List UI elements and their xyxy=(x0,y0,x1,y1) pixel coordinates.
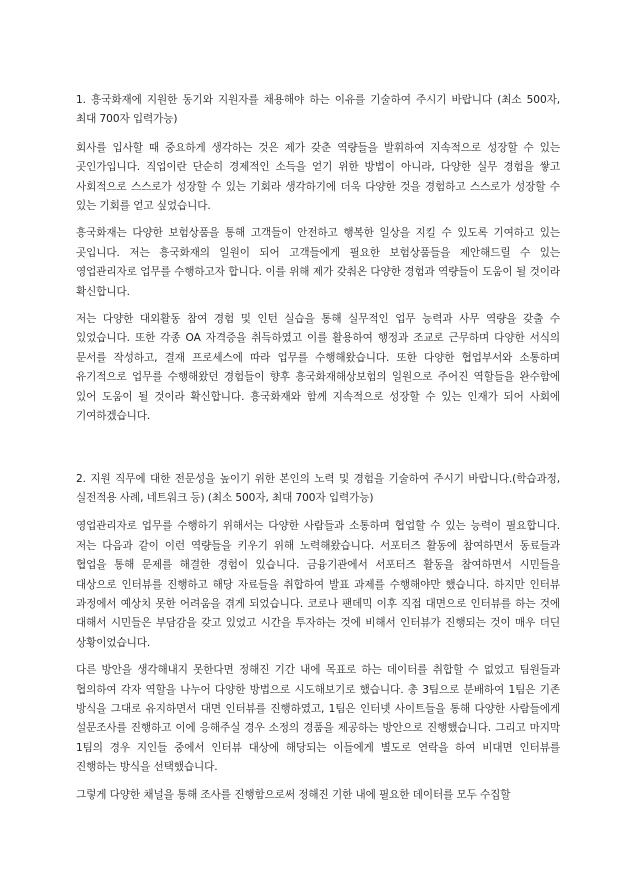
answer-paragraph: 회사를 입사할 때 중요하게 생각하는 것은 제가 갖춘 역량들을 발휘하여 지속적으로 성장할 수 있는 곳인가입니다. 직업이란 단순히 경제적인 소득을 얻기 위한 방법이 아니라, 다양한 실무 경험을 쌓고 사회적으로 스스로가 성장할 수 있는 기회라 생각하기에 더욱 다양한 것을 경험하고 스스로가 성장할 수 있는 기회를 얻고 싶었습니다. xyxy=(76,141,560,213)
answer-paragraph: 흥국화재는 다양한 보험상품을 통해 고객들이 안전하고 행복한 일상을 지킬 수 있도록 기여하고 있는 곳입니다. 저는 흥국화재의 일원이 되어 고객들에게 필요한 보험상품들을 제안해드릴 수 있는 영업관리자로 업무를 수행하고자 합니다. 이를 위해 제가 갖춰온 다양한 경험과 역량들이 도움이 될 것이라 확신합니다. xyxy=(76,227,560,298)
question-section-2 xyxy=(76,470,560,806)
question-heading: 2. 지원 직무에 대한 전문성을 높이기 위한 본인의 노력 및 경험을 기술하여 주시기 바랍니다.(학습과정, 실전적용 사례, 네트워크 등) (최소 500자, 최대 700자 입력가능) xyxy=(76,472,560,504)
answer-paragraph: 다른 방안을 생각해내지 못한다면 정해진 기간 내에 목표로 하는 데이터를 취합할 수 없었고 팀원들과 협의하여 각자 역할을 나누어 다양한 방법으로 시도해보기로 했습니다. 총 3팀으로 분배하여 1팀은 기존 방식을 그대로 유지하면서 대면 인터뷰를 진행하였고, 1팀은 인터넷 사이트들을 통해 다양한 사람들에게 설문조사를 진행하고 이에 응해주실 경우 소정의 경품을 제공하는 방안으로 진행했습니다. 그리고 마지막 1팀의 경우 지인들 중에서 인터뷰 대상에 해당되는 이들에게 별도로 연락을 하여 비대면 인터뷰를 진행하는 방식을 선택했습니다. xyxy=(76,664,560,774)
answer-paragraph: 저는 다양한 대외활동 참여 경험 및 인턴 실습을 통해 실무적인 업무 능력과 사무 역량을 갖출 수 있었습니다. 또한 각종 OA 자격증을 취득하였고 이를 활용하여 행정과 조교로 근무하며 다양한 서식의 문서를 작성하고, 결재 프로세스에 따라 업무를 수행해왔습니다. 또한 다양한 협업부서와 소통하며 유기적으로 업무를 수행해왔던 경험들이 향후 흥국화재해상보험의 일원으로 주어진 역할들을 완수함에 있어 도움이 될 것이라 확신합니다. 흥국화재와 함께 지속적으로 성장할 수 있는 인재가 되어 사회에 기여하겠습니다. xyxy=(76,313,560,423)
answer-paragraph: 그렇게 다양한 채널을 통해 조사를 진행함으로써 정해진 기한 내에 필요한 데이터를 모두 수집할 xyxy=(76,788,511,801)
answer-paragraph: 영업관리자로 업무를 수행하기 위해서는 다양한 사람들과 소통하며 협업할 수 있는 능력이 필요합니다. 저는 다음과 같이 이런 역량들을 키우기 위해 노력해왔습니다. 서포터즈 활동에 참여하면서 동료들과 협업을 통해 문제를 해결한 경험이 있습니다. 금융기관에서 서포터즈 활동을 참여하면서 시민들을 대상으로 인터뷰를 진행하고 해당 자료들을 취합하여 발표 과제를 수행해야만 했습니다. 하지만 인터뷰 과정에서 예상치 못한 어려움을 겪게 되었습니다. 코로나 팬데믹 이후 직접 대면으로 인터뷰를 하는 것에 대해서 시민들은 부담감을 갖고 있었고 시간을 투자하는 것에 비해서 인터뷰가 진행되는 것이 매우 더딘 상황이었습니다. xyxy=(76,520,560,649)
question-section-1 xyxy=(76,91,560,427)
question-heading: 1. 흥국화재에 지원한 동기와 지원자를 채용해야 하는 이유를 기술하여 주시기 바랍니다 (최소 500자, 최대 700자 입력가능) xyxy=(76,94,560,126)
